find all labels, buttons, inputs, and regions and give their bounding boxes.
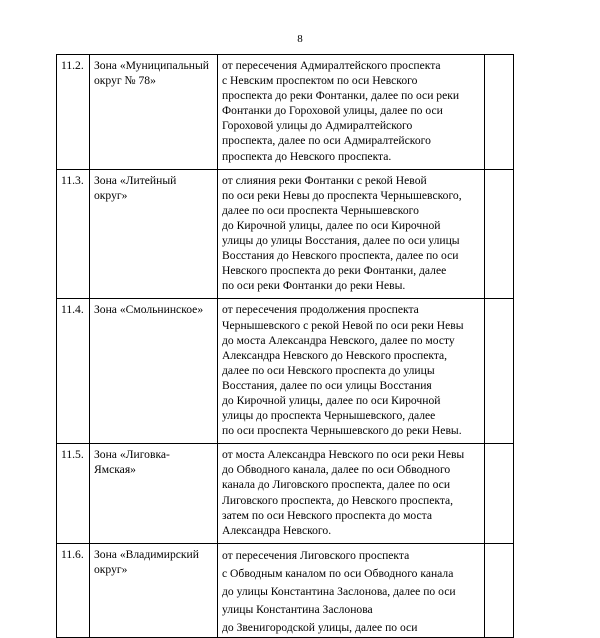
zone-name-cell [90, 55, 218, 170]
zone-name-line: округ» [94, 188, 128, 202]
boundary-description-line: до улицы Константина Заслонова, далее по оси [222, 584, 456, 598]
row-number-cell: 11.2. [57, 55, 90, 170]
zone-name-cell [90, 444, 218, 544]
boundary-description-line: Александра Невского. [222, 523, 332, 537]
boundary-description-line: с Невским проспектом по оси Невского [222, 74, 418, 88]
empty-cell [485, 55, 514, 170]
boundary-description-line: Невского проспекта до реки Фонтанки, далее [222, 264, 447, 278]
boundary-description-line: по оси проспекта Чернышевского до реки Невы. [222, 424, 462, 438]
boundary-description-line: Лиговского проспекта, до Невского проспекта, [222, 493, 454, 507]
zone-name-line: Зона «Смольнинское» [94, 303, 204, 317]
boundary-description-line: до Звенигородской улицы, далее по оси [222, 620, 418, 634]
boundary-description-line: улицы Константина Заслонова [222, 602, 373, 616]
empty-cell [485, 444, 514, 544]
boundary-description-line: Фонтанки до Гороховой улицы, далее по оси [222, 104, 443, 118]
row-number-cell: 11.6. [57, 543, 90, 637]
zone-name-cell [90, 299, 218, 444]
boundary-description-cell [218, 169, 485, 299]
boundary-description-cell [218, 543, 485, 637]
zone-name-line: Ямская» [94, 463, 136, 477]
boundary-description-line: от пересечения Адмиралтейского проспекта [222, 59, 441, 72]
boundary-description-line: от слияния реки Фонтанки с рекой Невой [222, 173, 427, 187]
boundary-description-line: Чернышевского с рекой Невой по оси реки Невы [222, 318, 464, 332]
boundary-description-line: по оси реки Невы до проспекта Чернышевского, [222, 188, 462, 202]
boundary-description-line: затем по оси Невского проспекта до моста [222, 508, 433, 522]
page-number: 8 [297, 33, 303, 45]
table-row [57, 543, 514, 637]
table-row [57, 169, 514, 299]
zone-name-cell [90, 169, 218, 299]
zone-name-line: округ № 78» [94, 74, 156, 88]
empty-cell [485, 299, 514, 444]
zone-name-line: Зона «Владимирский [94, 547, 199, 561]
boundary-description-line: с Обводным каналом по оси Обводного канала [222, 566, 454, 580]
boundary-description-line: проспекта до реки Фонтанки, далее по оси реки [222, 89, 460, 103]
row-number-cell: 11.3. [57, 169, 90, 299]
zone-name-cell [90, 543, 218, 637]
boundary-description-line: канала до Лиговского проспекта, далее по оси [222, 478, 451, 492]
zones-table [56, 54, 514, 638]
boundary-description-line: улицы до улицы Восстания, далее по оси улицы [222, 234, 460, 248]
row-number-cell: 11.4. [57, 299, 90, 444]
table-row [57, 299, 514, 444]
boundary-description-cell [218, 55, 485, 170]
boundary-description-line: от пересечения продолжения проспекта [222, 303, 419, 317]
row-number-cell: 11.5. [57, 444, 90, 544]
boundary-description-cell [218, 299, 485, 444]
boundary-description-line: до Кирочной улицы, далее по оси Кирочной [222, 393, 441, 407]
table-row [57, 55, 514, 170]
zone-name-line: Зона «Муниципальный [94, 59, 210, 72]
boundary-description-line: до Обводного канала, далее по оси Обводного [222, 463, 451, 477]
boundary-description-line: проспекта до Невского проспекта. [222, 149, 392, 163]
empty-cell [485, 169, 514, 299]
boundary-description-line: проспекта, далее по оси Адмиралтейского [222, 134, 431, 148]
boundary-description-line: до моста Александра Невского, далее по мосту [222, 333, 455, 347]
boundary-description-cell [218, 444, 485, 544]
boundary-description-line: далее по оси Невского проспекта до улицы [222, 363, 435, 377]
boundary-description-line: Восстания, далее по оси улицы Восстания [222, 378, 432, 392]
table-row [57, 444, 514, 544]
zone-name-line: Зона «Литейный [94, 173, 177, 187]
zone-name-line: округ» [94, 562, 128, 576]
boundary-description-line: улицы до проспекта Чернышевского, далее [222, 409, 436, 423]
boundary-description-line: Гороховой улицы до Адмиралтейского [222, 119, 413, 133]
boundary-description-line: Александра Невского до Невского проспекта, [222, 348, 448, 362]
boundary-description-line: далее по оси проспекта Чернышевского [222, 203, 419, 217]
boundary-description-line: от моста Александра Невского по оси реки Невы [222, 448, 465, 462]
empty-cell [485, 543, 514, 637]
boundary-description-line: по оси реки Фонтанки до реки Невы. [222, 279, 406, 293]
boundary-description-line: Восстания до Невского проспекта, далее по оси [222, 249, 459, 263]
zone-name-line: Зона «Лиговка- [94, 448, 170, 462]
boundary-description-line: до Кирочной улицы, далее по оси Кирочной [222, 218, 441, 232]
boundary-description-line: от пересечения Лиговского проспекта [222, 548, 410, 562]
